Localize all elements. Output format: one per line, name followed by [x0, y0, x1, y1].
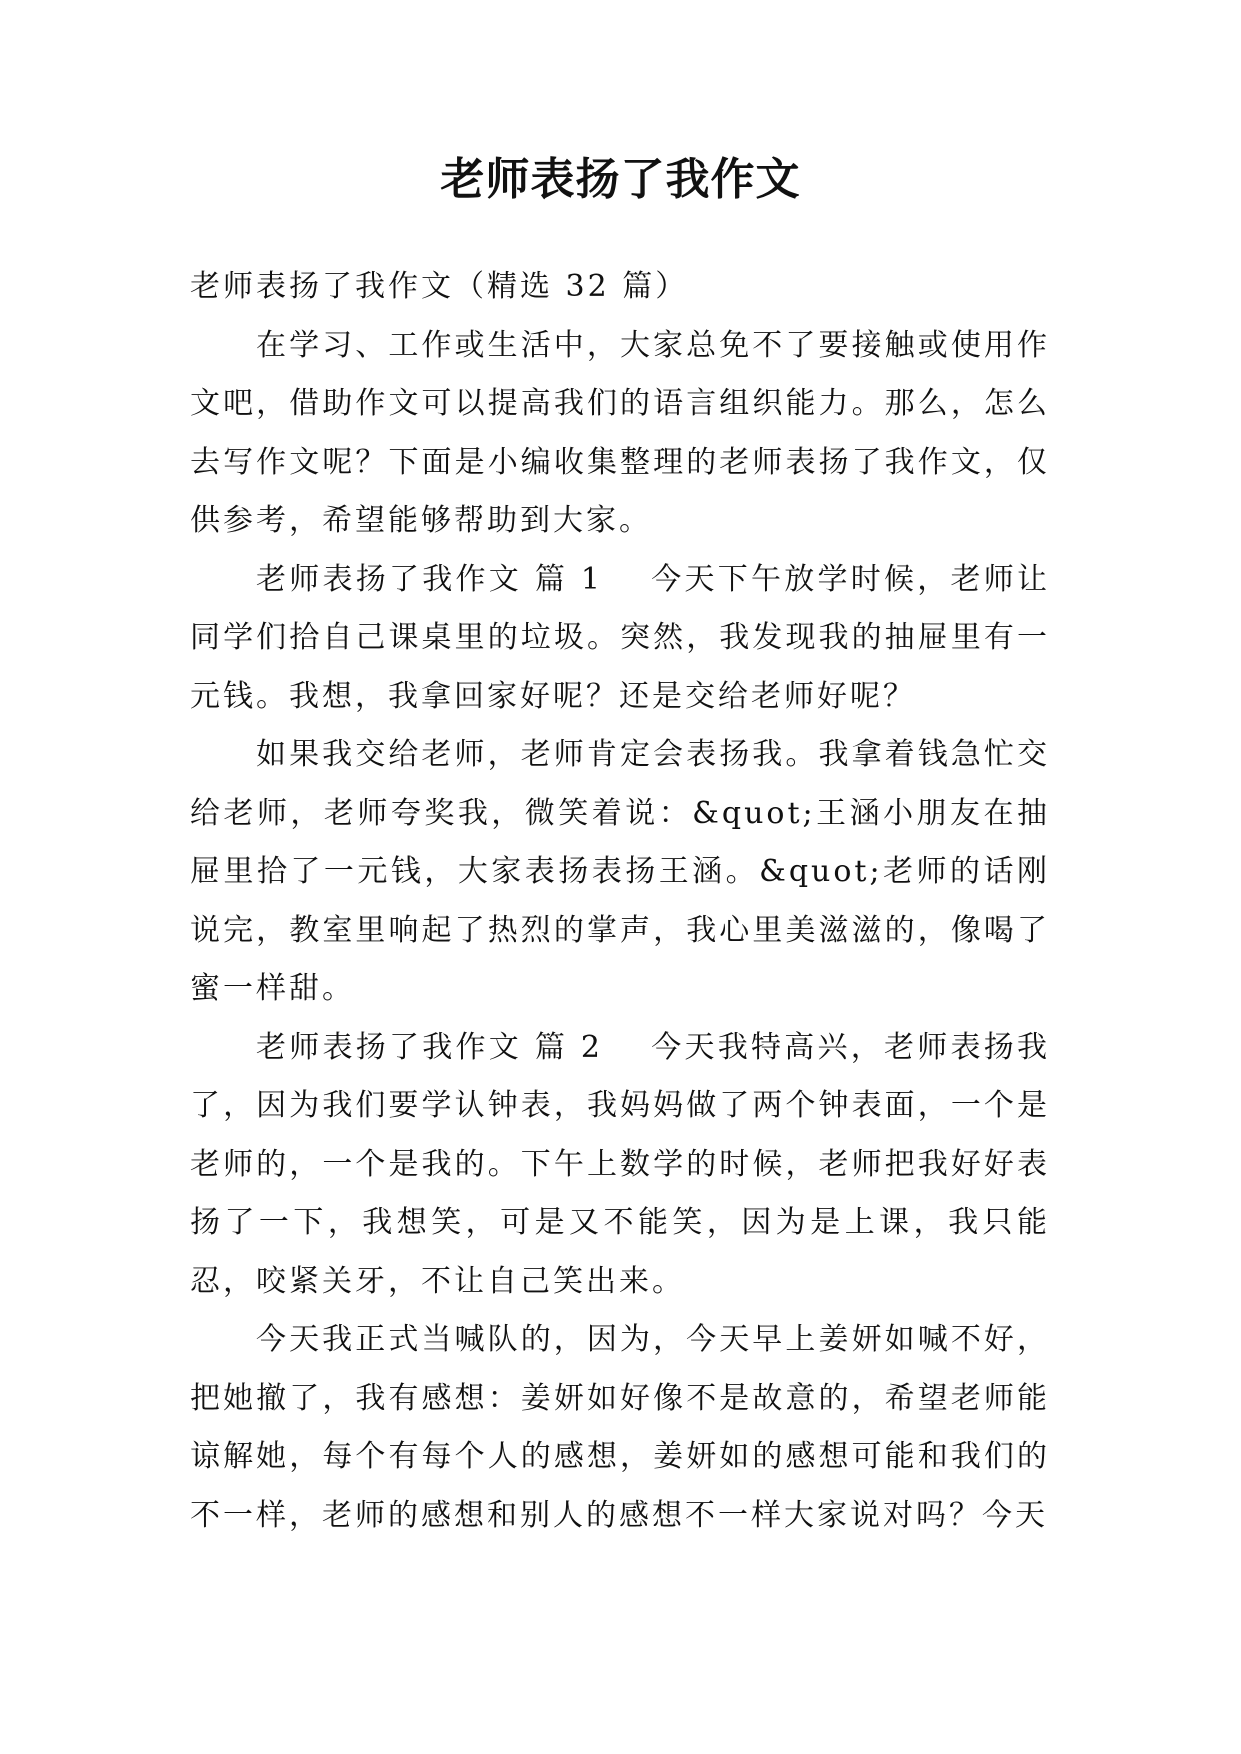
essay-2-paragraph-2: 今天我正式当喊队的，因为，今天早上姜妍如喊不好，把她撤了，我有感想：姜妍如好像不是故意的，希望老师能谅解她，每个有每个人的感想，姜妍如的感想可能和我们的不一样，老师的感想和别人的感想不一样大家说对吗？今天 — [190, 1322, 1050, 1533]
intro-paragraph: 在学习、工作或生活中，大家总免不了要接触或使用作文吧，借助作文可以提高我们的语言组织能力。那么，怎么去写作文呢？下面是小编收集整理的老师表扬了我作文，仅供参考，希望能够帮助到大家。 — [190, 327, 1050, 538]
essay-2-text-1: 今天我特高兴，老师表扬我了，因为我们要学认钟表，我妈妈做了两个钟表面，一个是老师的，一个是我的。下午上数学的时候，老师把我好好表扬了一下，我想笑，可是又不能笑，因为是上课，我只能忍，咬紧关牙，不让自己笑出来。 — [190, 1029, 1050, 1299]
essay-1-text-1: 今天下午放学时候，老师让同学们拾自己课桌里的垃圾。突然，我发现我的抽屉里有一元钱。我想，我拿回家好呢？还是交给老师好呢？ — [190, 561, 1050, 714]
document-title: 老师表扬了我作文 — [440, 154, 801, 205]
document-body — [190, 258, 1050, 1545]
essay-1-heading: 老师表扬了我作文 篇 1 — [256, 561, 603, 597]
essay-2-paragraph-1 — [190, 1019, 1050, 1312]
document-subtitle: 老师表扬了我作文（精选 32 篇） — [190, 269, 689, 304]
essay-1-paragraph-2: 如果我交给老师，老师肯定会表扬我。我拿着钱急忙交给老师，老师夸奖我，微笑着说：&quot;王涵小朋友在抽屉里拾了一元钱，大家表扬表扬王涵。&quot;老师的话刚说完，教室里响起了热烈的掌声，我心里美滋滋的，像喝了蜜一样甜。 — [190, 737, 1050, 1006]
essay-1-paragraph-1 — [190, 551, 1050, 727]
essay-2-heading: 老师表扬了我作文 篇 2 — [256, 1029, 603, 1065]
